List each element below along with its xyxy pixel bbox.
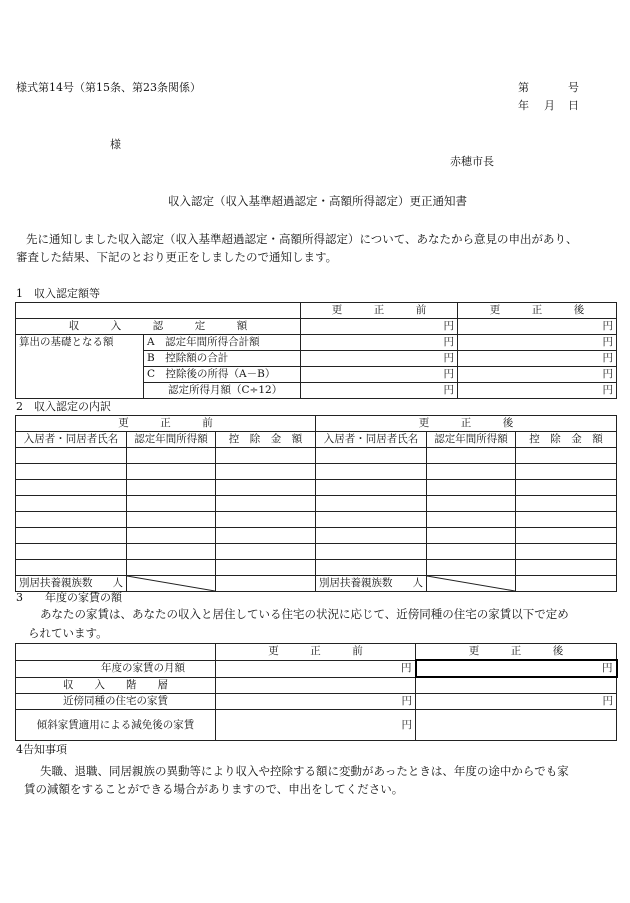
col-before: 更 正 前 [301,303,458,319]
table-row [16,448,617,464]
col-resident-name: 入居者・同居者氏名 [316,432,427,448]
empty-cell [16,496,127,512]
empty-cell [516,512,617,528]
empty-cell [416,677,617,694]
empty-cell [316,448,427,464]
empty-cell [127,480,216,496]
date-year: 年 [518,99,529,112]
yen-unit: 円 [216,660,416,677]
empty-cell [516,496,617,512]
empty-cell [127,464,216,480]
empty-cell [16,544,127,560]
empty-cell [316,512,427,528]
date-month: 月 [544,99,555,112]
empty-cell [416,710,617,741]
section3-heading: 3 年度の家賃の額 [16,591,122,604]
graduated-rent-label: 傾斜家賃適用による減免後の家賃 [16,710,216,741]
dependents-label [316,576,427,592]
col-deduction: 控 除 金 額 [216,432,316,448]
rent-monthly-label: 年度の家賃の月額 [16,660,216,677]
empty-cell [16,480,127,496]
date-day: 日 [568,99,579,112]
yen-unit: 円 [416,694,617,710]
empty-cell [316,496,427,512]
empty-cell [16,448,127,464]
empty-cell [216,448,316,464]
empty-cell [516,464,617,480]
yen-unit: 円 [458,383,617,399]
empty-cell [516,480,617,496]
intro-line-1: 先に通知しました収入認定（収入基準超過認定・高額所得認定）について、あなたから意見の申出があり、 [26,232,578,246]
section1-heading: 1 収入認定額等 [16,287,100,300]
empty-cell [216,480,316,496]
col-annual-income: 認定年間所得額 [427,432,516,448]
rent-table [15,643,618,741]
empty-cell [427,448,516,464]
col-resident-name: 入居者・同居者氏名 [16,432,127,448]
col-after: 更 正 後 [316,416,617,432]
empty-cell [316,480,427,496]
col-after: 更 正 後 [416,644,617,661]
nearby-rent-label: 近傍同種の住宅の家賃 [16,694,216,710]
empty-cell [427,528,516,544]
blank-header-cell [16,303,301,319]
col-before: 更 正 前 [216,644,416,661]
yen-unit: 円 [301,367,458,383]
table-row [16,480,617,496]
item-a: A 認定年間所得合計額 [144,335,301,351]
table-row [16,464,617,480]
table-row [16,544,617,560]
table-row [16,560,617,576]
empty-cell [127,560,216,576]
section4-line-1: 失職、退職、同居親族の異動等により収入や控除する額に変動があったときは、年度の途中からでも家 [40,764,569,778]
dependents-unit: 人 [412,577,424,589]
empty-cell [127,528,216,544]
empty-cell [427,480,516,496]
empty-cell [516,448,617,464]
yen-unit: 円 [216,694,416,710]
empty-cell [516,576,617,592]
section4-heading: 4告知事項 [16,743,67,756]
yen-unit: 円 [458,319,617,335]
item-b: B 控除額の合計 [144,351,301,367]
empty-cell [127,512,216,528]
empty-cell [427,496,516,512]
empty-cell [16,512,127,528]
col-annual-income: 認定年間所得額 [127,432,216,448]
empty-cell [427,560,516,576]
empty-cell [427,464,516,480]
document-title: 収入認定（収入基準超過認定・高額所得認定）更正通知書 [168,194,467,208]
diagonal-cell [127,576,216,592]
empty-cell [216,677,416,694]
empty-cell [216,544,316,560]
section3-line-1: あなたの家賃は、あなたの収入と居住している住宅の状況に応じて、近傍同種の住宅の家賃以下で定め [40,607,569,621]
empty-cell [16,464,127,480]
yen-unit: 円 [416,660,617,677]
yen-unit: 円 [301,383,458,399]
section2-heading: 2 収入認定の内訳 [16,400,111,413]
yen-unit: 円 [458,335,617,351]
empty-cell [127,544,216,560]
empty-cell [16,528,127,544]
table-row [16,496,617,512]
form-number: 様式第14号（第15条、第23条関係） [16,81,201,94]
empty-cell [216,528,316,544]
empty-cell [216,560,316,576]
empty-cell [516,544,617,560]
basis-label: 算出の基礎となる額 [16,335,144,399]
section3-line-2: られています。 [28,626,108,640]
col-deduction: 控 除 金 額 [516,432,617,448]
dependents-label-text: 別居扶養親族数 [19,577,93,589]
empty-cell [16,560,127,576]
income-table [15,302,617,399]
table-row [16,528,617,544]
number-suffix: 号 [568,81,579,94]
empty-cell [216,512,316,528]
yen-unit: 円 [458,367,617,383]
dependents-label [16,576,127,592]
dependents-label-text: 別居扶養親族数 [319,577,393,589]
intro-line-2: 審査した結果、下記のとおり更正をしましたので通知します。 [16,250,338,264]
breakdown-table [15,415,617,592]
empty-cell [216,576,316,592]
number-label: 第 [518,81,529,94]
item-monthly: 認定所得月額（C÷12） [144,383,301,399]
yen-unit: 円 [301,335,458,351]
section4-line-2: 賃の減額をすることができる場合がありますので、申出をしてください。 [24,782,404,796]
empty-cell [316,528,427,544]
empty-cell [516,560,617,576]
dependents-unit: 人 [112,577,123,589]
empty-cell [316,464,427,480]
empty-cell [127,448,216,464]
empty-cell [427,512,516,528]
sender: 赤穂市長 [450,155,494,168]
addressee-suffix: 様 [110,138,121,151]
empty-cell [216,464,316,480]
col-after: 更 正 後 [458,303,617,319]
yen-unit: 円 [301,351,458,367]
col-before: 更 正 前 [16,416,316,432]
empty-cell [316,544,427,560]
empty-cell [127,496,216,512]
empty-cell [427,544,516,560]
empty-cell [216,496,316,512]
table-row [16,512,617,528]
yen-unit: 円 [301,319,458,335]
blank-header-cell [16,644,216,661]
yen-unit: 円 [458,351,617,367]
yen-unit: 円 [216,710,416,741]
item-c: C 控除後の所得（A－B） [144,367,301,383]
empty-cell [516,528,617,544]
income-bracket-label: 収 入 階 層 [16,677,216,694]
empty-cell [316,560,427,576]
diagonal-cell [427,576,516,592]
income-row-label: 収 入 認 定 額 [16,319,301,335]
